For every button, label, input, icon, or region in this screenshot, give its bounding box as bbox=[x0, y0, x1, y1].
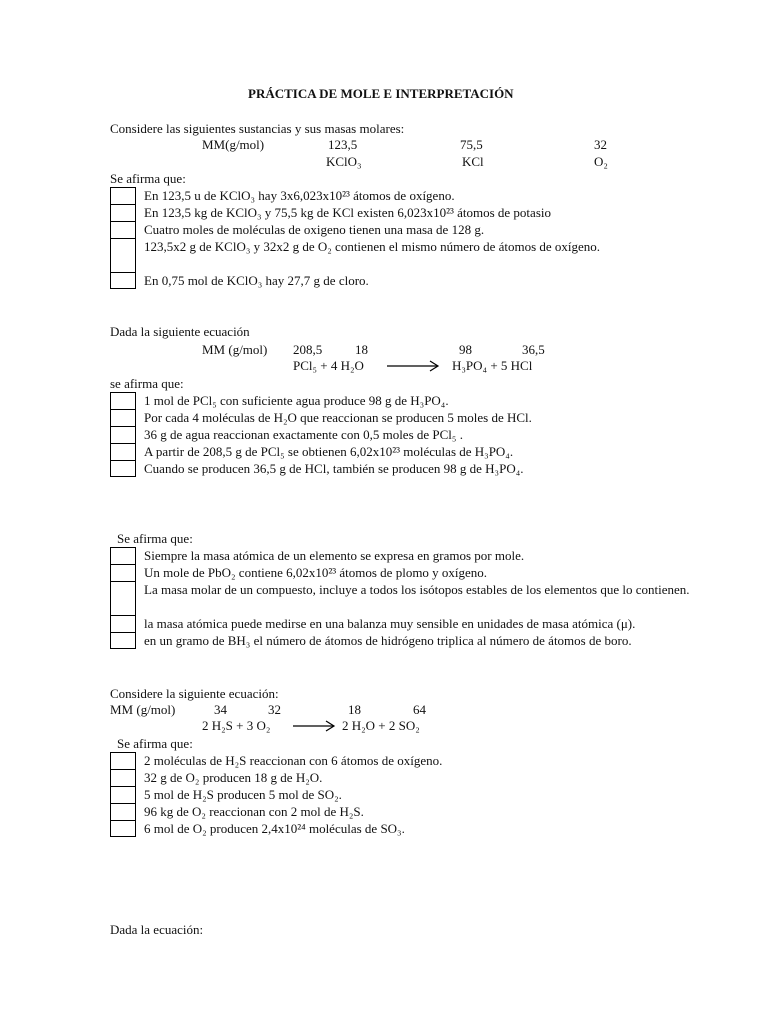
section1-intro: Considere las siguientes sustancias y sus masas molares: bbox=[110, 121, 405, 136]
statement: Cuatro moles de moléculas de oxigeno tienen una masa de 128 g. bbox=[144, 222, 485, 237]
statement: En 0,75 mol de KClO₃ hay 27,7 g de cloro. bbox=[144, 273, 369, 288]
section2-checkbox-group bbox=[110, 392, 136, 477]
section2-reactants: PCl₅ + 4 H₂O bbox=[293, 358, 364, 373]
section2-mm-value-4: 36,5 bbox=[522, 342, 545, 357]
statement: 36 g de agua reaccionan exactamente con 0,5 moles de PCl₅ . bbox=[144, 427, 463, 442]
statement: La masa molar de un compuesto, incluye a todos los isótopos estables de los elementos que lo contienen. bbox=[144, 582, 690, 597]
answer-box[interactable] bbox=[110, 786, 136, 803]
section4-statements bbox=[144, 752, 442, 837]
section1-statements bbox=[144, 187, 644, 289]
answer-box[interactable] bbox=[110, 632, 136, 649]
answer-box[interactable] bbox=[110, 547, 136, 564]
section2-mm-label: MM (g/mol) bbox=[202, 342, 268, 357]
answer-box[interactable] bbox=[110, 820, 136, 837]
section5-intro: Dada la ecuación: bbox=[110, 922, 204, 937]
answer-box[interactable] bbox=[110, 615, 136, 632]
section2-mm-value-3: 98 bbox=[459, 342, 472, 357]
statement: 2 moléculas de H₂S reaccionan con 6 átomos de oxígeno. bbox=[144, 753, 443, 768]
answer-box[interactable] bbox=[110, 426, 136, 443]
statement: Cuando se producen 36,5 g de HCl, también se producen 98 g de H₃PO₄. bbox=[144, 461, 524, 476]
section2-products: H₃PO₄ + 5 HCl bbox=[452, 358, 533, 373]
section1-mm-value-1: 123,5 bbox=[328, 137, 358, 152]
page-title: PRÁCTICA DE MOLE E INTERPRETACIÓN bbox=[248, 86, 514, 101]
section1-checkbox-group bbox=[110, 187, 136, 289]
statement: 32 g de O₂ producen 18 g de H₂O. bbox=[144, 770, 323, 785]
statement: 1 mol de PCl₅ con suficiente agua produce 98 g de H₃PO₄. bbox=[144, 393, 449, 408]
section3-checkbox-group bbox=[110, 547, 136, 649]
section4-mm-value-3: 18 bbox=[348, 702, 361, 717]
section2-mm-value-2: 18 bbox=[355, 342, 368, 357]
section1-mm-value-3: 32 bbox=[594, 137, 607, 152]
answer-box[interactable] bbox=[110, 204, 136, 221]
answer-box[interactable] bbox=[110, 409, 136, 426]
statement: A partir de 208,5 g de PCl₅ se obtienen 6,02x10²³ moléculas de H₃PO₄. bbox=[144, 444, 514, 459]
section4-reactants: 2 H₂S + 3 O₂ bbox=[202, 718, 271, 733]
statement: en un gramo de BH₃ el número de átomos de hidrógeno triplica al número de átomos de boro. bbox=[144, 633, 632, 648]
section1-formula-3: O₂ bbox=[594, 154, 608, 169]
section2-statements bbox=[144, 392, 532, 477]
answer-box[interactable] bbox=[110, 460, 136, 477]
statement: En 123,5 u de KClO₃ hay 3x6,023x10²³ átomos de oxígeno. bbox=[144, 188, 455, 203]
section4-checkbox-group bbox=[110, 752, 136, 837]
section2-mm-value-1: 208,5 bbox=[293, 342, 323, 357]
statement: 123,5x2 g de KClO₃ y 32x2 g de O₂ contienen el mismo número de átomos de oxígeno. bbox=[144, 239, 601, 254]
statement: la masa atómica puede medirse en una balanza muy sensible en unidades de masa atómica (μ). bbox=[144, 616, 636, 631]
answer-box[interactable] bbox=[110, 221, 136, 238]
section1-mm-value-2: 75,5 bbox=[460, 137, 483, 152]
section4-mm-label: MM (g/mol) bbox=[110, 702, 176, 717]
section3-statements bbox=[144, 547, 729, 649]
section4-mm-value-4: 64 bbox=[413, 702, 426, 717]
section1-formula-2: KCl bbox=[462, 154, 484, 169]
statement: 5 mol de H₂S producen 5 mol de SO₂. bbox=[144, 787, 342, 802]
section4-mm-value-1: 34 bbox=[214, 702, 227, 717]
section3-affirm: Se afirma que: bbox=[117, 531, 193, 546]
reaction-arrow-icon bbox=[293, 720, 339, 732]
section1-mm-label: MM(g/mol) bbox=[202, 137, 265, 152]
statement: 96 kg de O₂ reaccionan con 2 mol de H₂S. bbox=[144, 804, 364, 819]
answer-box[interactable] bbox=[110, 769, 136, 786]
section1-formula-1: KClO₃ bbox=[326, 154, 362, 169]
statement: Siempre la masa atómica de un elemento se expresa en gramos por mole. bbox=[144, 548, 525, 563]
section4-mm-value-2: 32 bbox=[268, 702, 281, 717]
section2-affirm: se afirma que: bbox=[110, 376, 184, 391]
section4-intro: Considere la siguiente ecuación: bbox=[110, 686, 279, 701]
answer-box[interactable] bbox=[110, 752, 136, 769]
answer-box[interactable] bbox=[110, 564, 136, 581]
answer-box[interactable] bbox=[110, 803, 136, 820]
statement: Por cada 4 moléculas de H₂O que reaccionan se producen 5 moles de HCl. bbox=[144, 410, 532, 425]
answer-box[interactable] bbox=[110, 187, 136, 204]
answer-box[interactable] bbox=[110, 443, 136, 460]
statement: 6 mol de O₂ producen 2,4x10²⁴ moléculas de SO₃. bbox=[144, 821, 405, 836]
statement: En 123,5 kg de KClO₃ y 75,5 kg de KCl existen 6,023x10²³ átomos de potasio bbox=[144, 205, 551, 220]
section1-affirm: Se afirma que: bbox=[110, 171, 186, 186]
statement: Un mole de PbO₂ contiene 6,02x10²³ átomos de plomo y oxígeno. bbox=[144, 565, 488, 580]
answer-box[interactable] bbox=[110, 581, 136, 615]
answer-box[interactable] bbox=[110, 238, 136, 272]
answer-box[interactable] bbox=[110, 392, 136, 409]
section4-affirm: Se afirma que: bbox=[117, 736, 193, 751]
reaction-arrow-icon bbox=[387, 360, 443, 372]
section2-intro: Dada la siguiente ecuación bbox=[110, 324, 250, 339]
answer-box[interactable] bbox=[110, 272, 136, 289]
section4-products: 2 H₂O + 2 SO₂ bbox=[342, 718, 420, 733]
